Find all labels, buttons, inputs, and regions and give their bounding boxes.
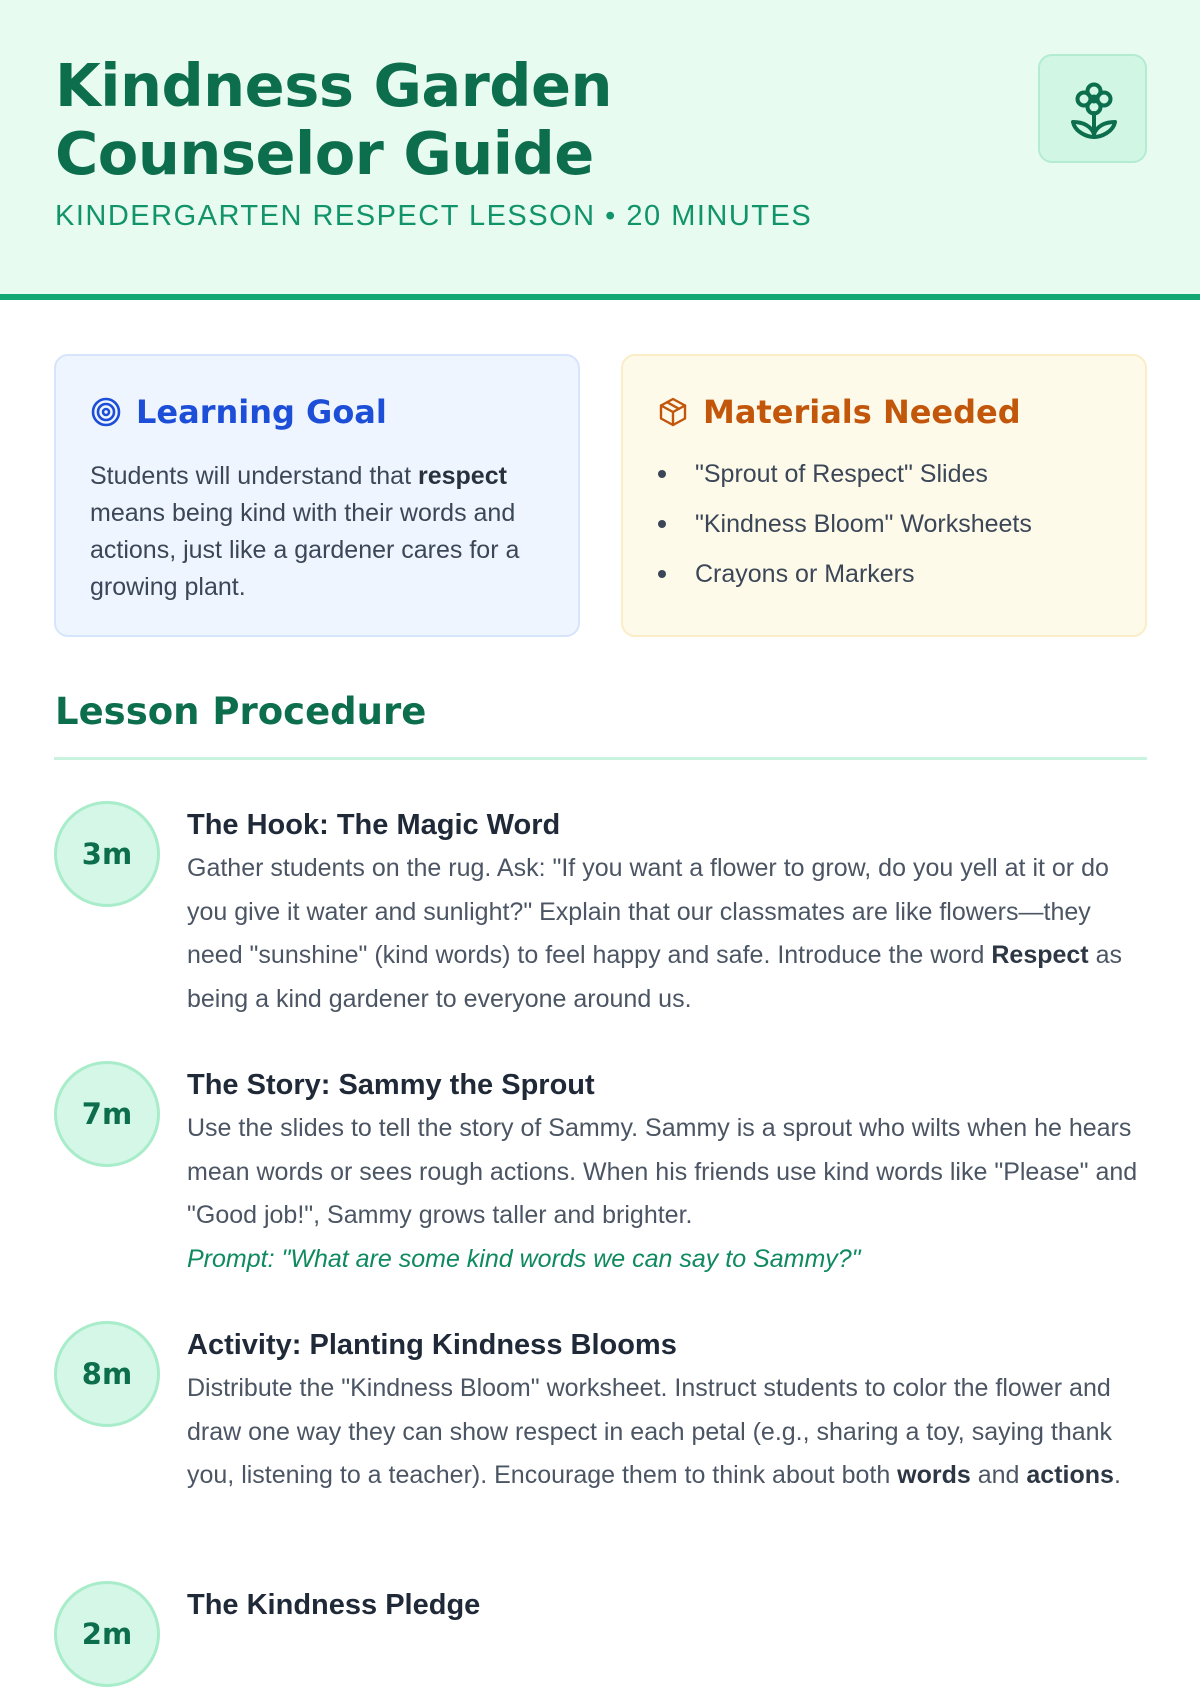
learning-goal-card [54,354,580,637]
divider [54,757,1147,760]
step-body [187,1065,1147,1281]
materials-list [657,456,1032,606]
step-body [187,1325,1147,1498]
goal-emphasis: respect [417,462,507,490]
materials-item: "Kindness Bloom" Worksheets [657,506,1032,556]
step-description: Distribute the "Kindness Bloom" worksheet. Instruct students to color the flower and draw one way they can show respect in each petal (e.g., sharing a toy, saying thank you, listening to a teacher). Encourage them to think about both words and actions. [187,1374,1121,1489]
learning-goal-header [90,392,387,432]
step-time-badge: 8m [54,1321,160,1427]
materials-item: "Sprout of Respect" Slides [657,456,1032,506]
box-icon [657,396,689,428]
target-icon [90,396,122,428]
flower-icon [1069,82,1119,140]
materials-card [621,354,1147,637]
step-title: The Hook: The Magic Word [187,809,561,841]
step-description: Gather students on the rug. Ask: "If you want a flower to grow, do you yell at it or do you give it water and sunlight?" Explain that our classmates are like flowers—they need "sunshine" (kind words) to feel happy and safe. Introduce the word Respect as being a kind gardener to everyone around us. [187,854,1122,1013]
header [0,0,1200,300]
step-body [187,805,1147,1021]
materials-header [657,392,1021,432]
step-description: Use the slides to tell the story of Sammy. Sammy is a sprout who wilts when he hears mean words or sees rough actions. When his friends use kind words like "Please" and "Good job!", Sammy grows taller and brighter. [187,1114,1138,1229]
learning-goal-text: Students will understand that respect means being kind with their words and actions, just like a gardener cares for a growing plant. [90,462,520,601]
materials-heading: Materials Needed [703,393,1021,431]
learning-goal-heading: Learning Goal [136,393,387,431]
page-subtitle: KINDERGARTEN RESPECT LESSON • 20 MINUTES [55,200,813,232]
page-title: Kindness Garden Counselor Guide [55,51,613,188]
step-time-badge: 3m [54,801,160,907]
step-time-badge: 2m [54,1581,160,1687]
procedure-heading: Lesson Procedure [55,690,427,733]
step-title: The Kindness Pledge [187,1589,481,1621]
materials-item: Crayons or Markers [657,556,1032,606]
step-title: Activity: Planting Kindness Blooms [187,1329,677,1361]
step-time-badge: 7m [54,1061,160,1167]
step-body [187,1585,1147,1625]
step-title: The Story: Sammy the Sprout [187,1069,595,1101]
step-prompt: Prompt: "What are some kind words we can say to Sammy?" [187,1244,861,1273]
logo-badge [1038,54,1147,163]
